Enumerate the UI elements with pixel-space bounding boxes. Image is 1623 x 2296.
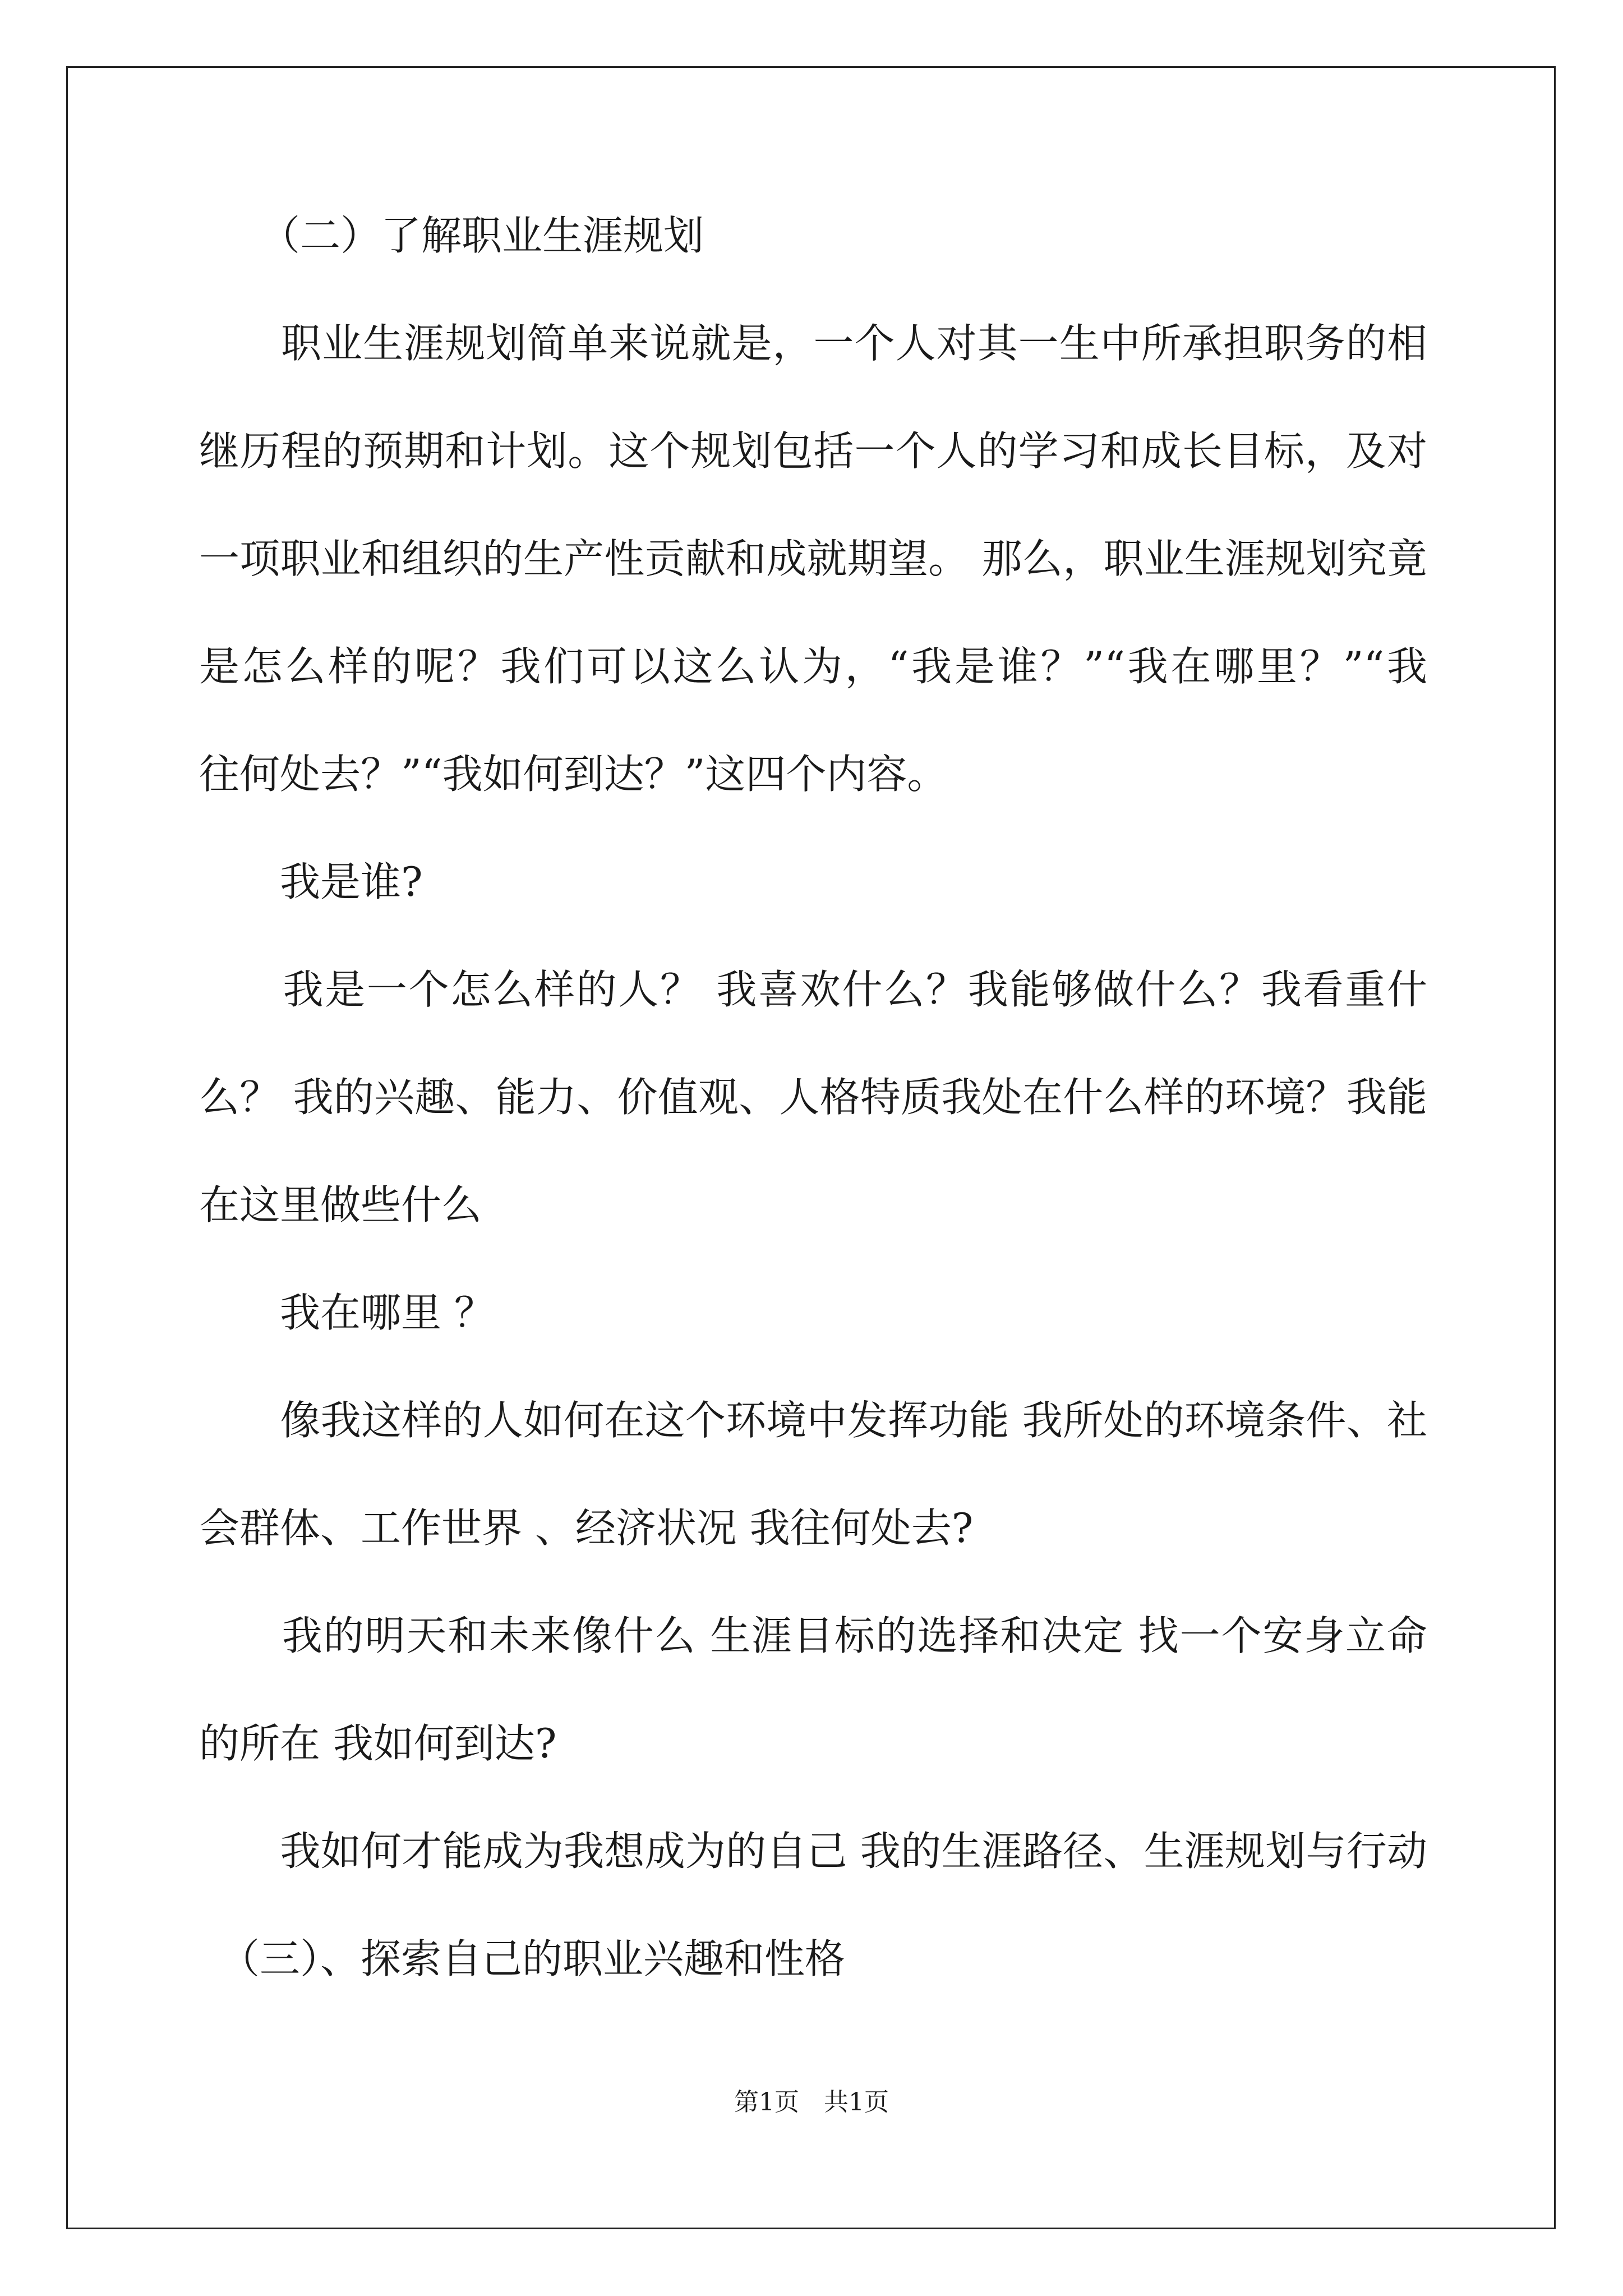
paragraph-line: 像我这样的人如何在这个环境中发挥功能 我所处的环境条件、社 [199,1397,1427,1444]
paragraph-line: 在这里做些什么 [199,1181,482,1228]
paragraph-line: 继历程的预期和计划。这个规划包括一个人的学习和成长目标，及对 [199,427,1427,475]
page-border [66,66,1556,2229]
paragraph-line: 职业生涯规划简单来说就是，一个人对其一生中所承担职务的相 [199,320,1427,367]
paragraph-line: 的所在 我如何到达? [199,1720,557,1767]
paragraph-line: 一项职业和组织的生产性贡献和成就期望。 那么，职业生涯规划究竟 [199,535,1427,582]
paragraph-line: 往何处去？”“我如何到达？”这四个内容。 [199,751,948,798]
question-heading: 我在哪里 ？ [199,1289,495,1336]
section-heading-2: （二）了解职业生涯规划 [199,212,704,259]
page-footer: 第1页 共1页 [734,2088,889,2116]
paragraph-line: 么？ 我的兴趣、能力、价值观、人格特质我处在什么样的环境？我能 [199,1074,1427,1121]
paragraph-line: 我的明天和未来像什么 生涯目标的选择和决定 找一个安身立命 [199,1612,1427,1659]
paragraph-line: 会群体、工作世界 、经济状况 我往何处去? [199,1504,974,1552]
section-heading-3: （三）、探索自己的职业兴趣和性格 [199,1935,846,1982]
paragraph-line: 我如何才能成为我想成为的自己 我的生涯路径、生涯规划与行动 [199,1828,1427,1875]
paragraph-line: 我是一个怎么样的人？ 我喜欢什么？我能够做什么？我看重什 [199,966,1427,1013]
paragraph-line: 是怎么样的呢？我们可以这么认为，“我是谁？”“我在哪里？”“我 [199,643,1427,690]
question-heading: 我是谁? [199,858,423,905]
